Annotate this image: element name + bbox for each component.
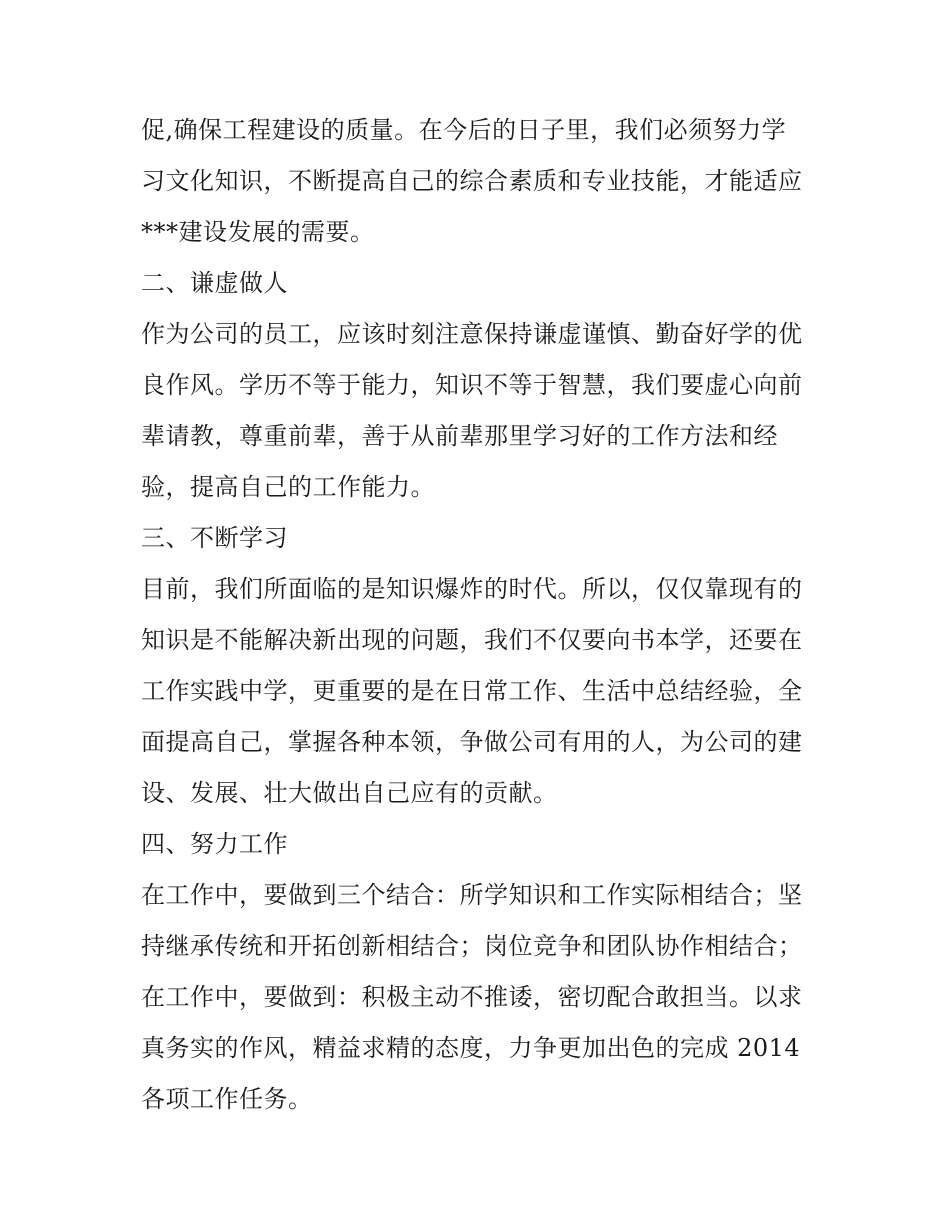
body-line: 良作风。学历不等于能力，知识不等于智慧，我们要虚心向前 xyxy=(141,371,803,399)
body-line: 在工作中，要做到三个结合：所学知识和工作实际相结合；坚 xyxy=(141,881,803,909)
section-heading: 四、努力工作 xyxy=(141,830,288,858)
section-heading: 二、谦虚做人 xyxy=(141,269,288,297)
body-line: 各项工作任务。 xyxy=(141,1085,313,1113)
body-line: 辈请教，尊重前辈，善于从前辈那里学习好的工作方法和经 xyxy=(141,422,778,450)
body-line: 作为公司的员工，应该时刻注意保持谦虚谨慎、勤奋好学的优 xyxy=(141,320,803,348)
body-line: 知识是不能解决新出现的问题，我们不仅要向书本学，还要在 xyxy=(141,626,803,654)
body-line: 面提高自己，掌握各种本领，争做公司有用的人，为公司的建 xyxy=(141,728,803,756)
body-line: 在工作中，要做到：积极主动不推诿，密切配合敢担当。以求 xyxy=(141,983,803,1011)
body-line: 验，提高自己的工作能力。 xyxy=(141,473,435,501)
body-line: 真务实的作风，精益求精的态度，力争更加出色的完成 2014 xyxy=(141,1034,801,1062)
section-heading: 三、不断学习 xyxy=(141,524,288,552)
body-line: 目前，我们所面临的是知识爆炸的时代。所以，仅仅靠现有的 xyxy=(141,575,803,603)
body-line: 习文化知识，不断提高自己的综合素质和专业技能，才能适应 xyxy=(141,167,803,195)
body-line: 设、发展、壮大做出自己应有的贡献。 xyxy=(141,779,558,807)
document-body xyxy=(141,105,821,1125)
body-line: 促,确保工程建设的质量。在今后的日子里，我们必须努力学 xyxy=(141,116,787,144)
body-line: 工作实践中学，更重要的是在日常工作、生活中总结经验，全 xyxy=(141,677,803,705)
body-line: 持继承传统和开拓创新相结合；岗位竞争和团队协作相结合； xyxy=(141,932,803,960)
body-line: ***建设发展的需要。 xyxy=(141,218,375,246)
